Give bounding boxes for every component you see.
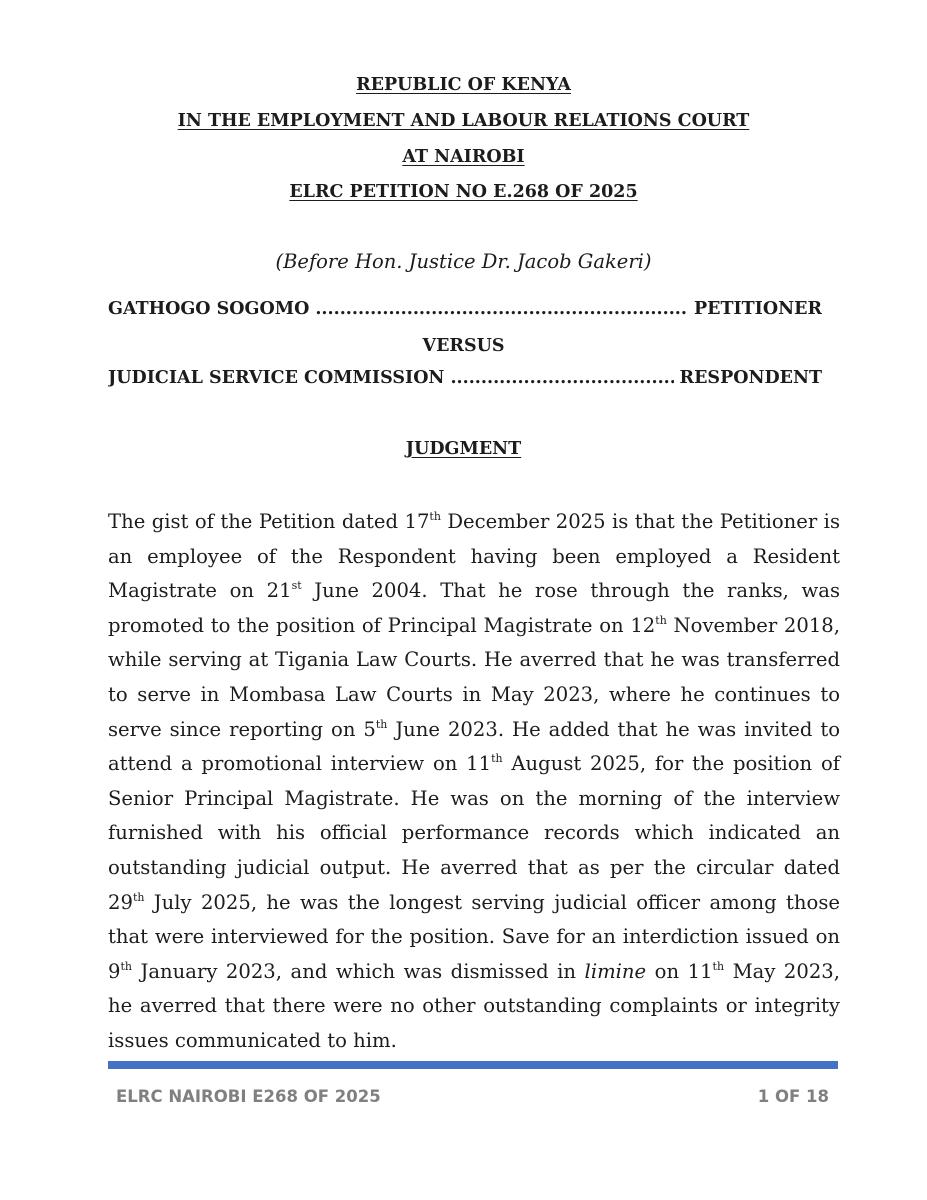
- leader-dots: [315, 299, 688, 319]
- respondent-line: [108, 368, 822, 388]
- coram-line: (Before Hon. Justice Dr. Jacob Gakeri): [275, 250, 652, 273]
- document-title: JUDGMENT: [405, 439, 522, 459]
- footer-page-number: 1 OF 18: [757, 1087, 829, 1106]
- header-location: AT NAIROBI: [402, 147, 525, 167]
- footer-rule: [108, 1061, 838, 1069]
- respondent-name: JUDICIAL SERVICE COMMISSION: [108, 368, 445, 388]
- body-paragraph: The gist of the Petition dated 17th December 2025 is that the Petitioner is an employee of the Respondent having been employed a Resident Magistrate on 21st June 2004. That he rose through the ranks, was promoted to the position of Principal Magistrate on 12th November 2018, while serving at Tigania Law Courts. He averred that he was transferred to serve in Mombasa Law Courts in May 2023, where he continues to serve since reporting on 5th June 2023. He added that he was invited to attend a promotional interview on 11th August 2025, for the position of Senior Principal Magistrate. He was on the morning of the interview furnished with his official performance records which indicated an outstanding judicial output. He averred that as per the circular dated 29th July 2025, he was the longest serving judicial officer among those that were interviewed for the position. Save for an interdiction issued on 9th January 2023, and which was dismissed in limine on 11th May 2023, he averred that there were no other outstanding complaints or integrity issues communicated to him.: [108, 510, 841, 1052]
- petitioner-role: PETITIONER: [693, 299, 822, 319]
- versus-label: VERSUS: [422, 336, 505, 356]
- petitioner-line: [108, 299, 822, 319]
- header-case-number: ELRC PETITION NO E.268 OF 2025: [289, 182, 638, 202]
- header-court: IN THE EMPLOYMENT AND LABOUR RELATIONS COURT: [177, 111, 750, 131]
- leader-dots: [450, 368, 673, 388]
- petitioner-name: GATHOGO SOGOMO: [108, 299, 310, 319]
- footer-case-reference: ELRC NAIROBI E268 OF 2025: [116, 1087, 381, 1106]
- respondent-role: RESPONDENT: [679, 368, 822, 388]
- header-country: REPUBLIC OF KENYA: [356, 75, 571, 95]
